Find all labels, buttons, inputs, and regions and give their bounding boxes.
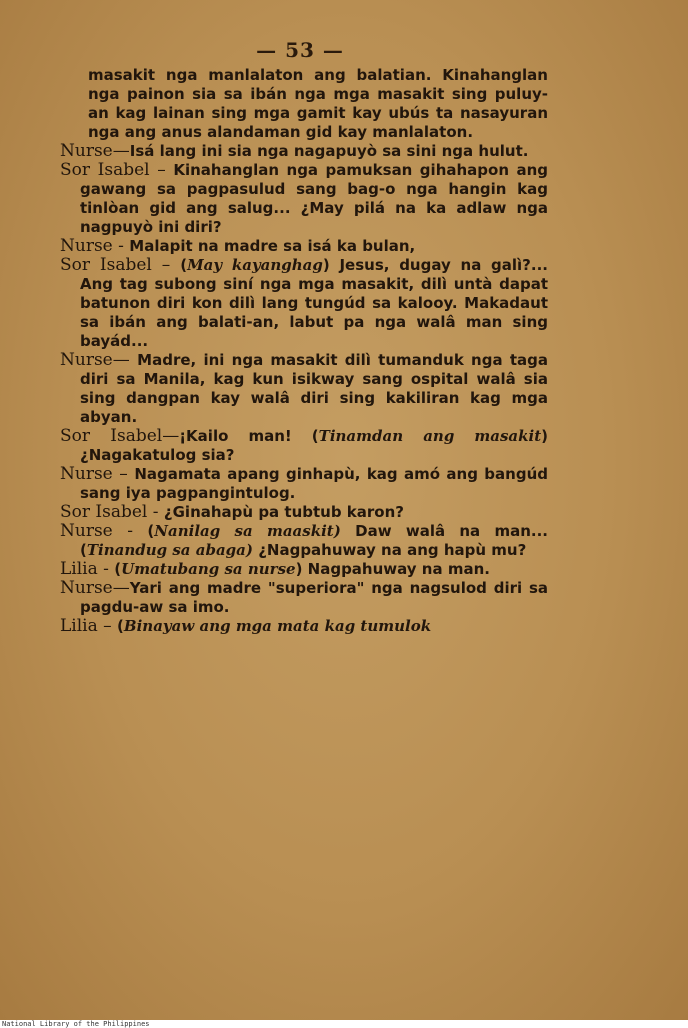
- dialogue-line: [60, 560, 548, 579]
- speaker-name: Sor Isabel—: [60, 426, 180, 446]
- speech-text: ¿Nagpahuway na ang hapù mu?: [252, 541, 527, 559]
- speech-text: (: [147, 522, 155, 540]
- dialogue: [60, 142, 548, 636]
- stage-direction: Nanilag sa maaskit): [154, 522, 341, 540]
- intro-paragraph: masakit nga manlalaton ang balatian. Kinahanglan nga painon sia sa ibán nga mga masakit sing puluy-an kag lainan sing mga gamit kay ubús ta nasayuran nga ang anus alandaman gid kay manlalaton.: [88, 66, 548, 141]
- speech-text: Daw walâ na man... (: [80, 522, 548, 559]
- speech-text: ) ¿Nagakatulog sia?: [80, 427, 548, 464]
- dialogue-line: [60, 465, 548, 503]
- speech-text: (: [180, 256, 188, 274]
- speaker-name: Nurse—: [60, 578, 130, 598]
- dialogue-line: [60, 142, 548, 161]
- dialogue-line: [60, 161, 548, 237]
- dialogue-line: [60, 579, 548, 617]
- stage-direction: Binayaw ang mga mata kag tumulok: [123, 617, 432, 635]
- footer-credit: National Library of the Philippines: [2, 1020, 150, 1028]
- speaker-name: Nurse –: [60, 464, 135, 484]
- dialogue-line: [60, 427, 548, 465]
- text-block: [60, 66, 548, 636]
- stage-direction: Tinamdan ang masakit: [318, 427, 542, 445]
- speech-text: Isá lang ini sia nga nagapuyò sa sini nga hulut.: [129, 142, 529, 160]
- speaker-name: Nurse -: [60, 521, 148, 541]
- speaker-name: Sor Isabel -: [60, 502, 164, 522]
- stage-direction: Umatubang sa nurse: [121, 560, 296, 578]
- speech-text: Malapit na madre sa isá ka bulan,: [129, 237, 416, 255]
- speech-text: ¡Kailo man! (: [179, 427, 319, 445]
- dialogue-line: [60, 503, 548, 522]
- dialogue-line: [60, 237, 548, 256]
- speaker-name: Nurse -: [60, 236, 130, 256]
- dialogue-line: [60, 351, 548, 427]
- speech-text: Madre, ini nga masakit dilì tumanduk nga taga diri sa Manila, kag kun isikway sang ospital walâ sia sing dangpan kay walâ diri sing kakiliran kag mga abyan.: [80, 351, 548, 426]
- speech-text: ) Nagpahuway na man.: [295, 560, 490, 578]
- speech-text: Kinahanglan nga pamuksan gihahapon ang gawang sa pagpasulud sang bag-o nga hangin kag tinlòan gid ang salug... ¿May pilá na ka adlaw nga nagpuyò ini diri?: [80, 161, 548, 236]
- speaker-name: Nurse—: [60, 350, 138, 370]
- speech-text: (: [114, 560, 122, 578]
- speech-text: Nagamata apang ginhapù, kag amó ang bangúd sang iya pagpangintulog.: [80, 465, 549, 502]
- speech-text: Yari ang madre "superiora" nga nagsulod diri sa pagdu-aw sa imo.: [80, 579, 548, 616]
- page-number: — 53 —: [256, 38, 344, 62]
- speech-text: ) Jesus, dugay na galì?... Ang tag subong siní nga mga masakit, dilì untà dapat batunon diri kon dilì lang tungúd sa kalooy. Makadaut sa ibán ang balati-an, labut pa nga walâ man sing bayád...: [80, 256, 548, 350]
- speaker-name: Nurse—: [60, 141, 130, 161]
- speaker-name: Sor Isabel –: [60, 160, 174, 180]
- dialogue-line: [60, 256, 548, 351]
- footer-bar: [0, 1020, 688, 1028]
- dialogue-line: [60, 617, 548, 636]
- speech-text: (: [117, 617, 124, 635]
- speaker-name: Sor Isabel –: [60, 255, 181, 275]
- dialogue-line: [60, 522, 548, 560]
- stage-direction: May kayanghag: [187, 256, 323, 274]
- speech-text: ¿Ginahapù pa tubtub karon?: [163, 503, 404, 521]
- speaker-name: Lilia –: [60, 616, 118, 636]
- speaker-name: Lilia -: [60, 559, 115, 579]
- stage-direction: Tinandug sa abaga): [86, 541, 253, 559]
